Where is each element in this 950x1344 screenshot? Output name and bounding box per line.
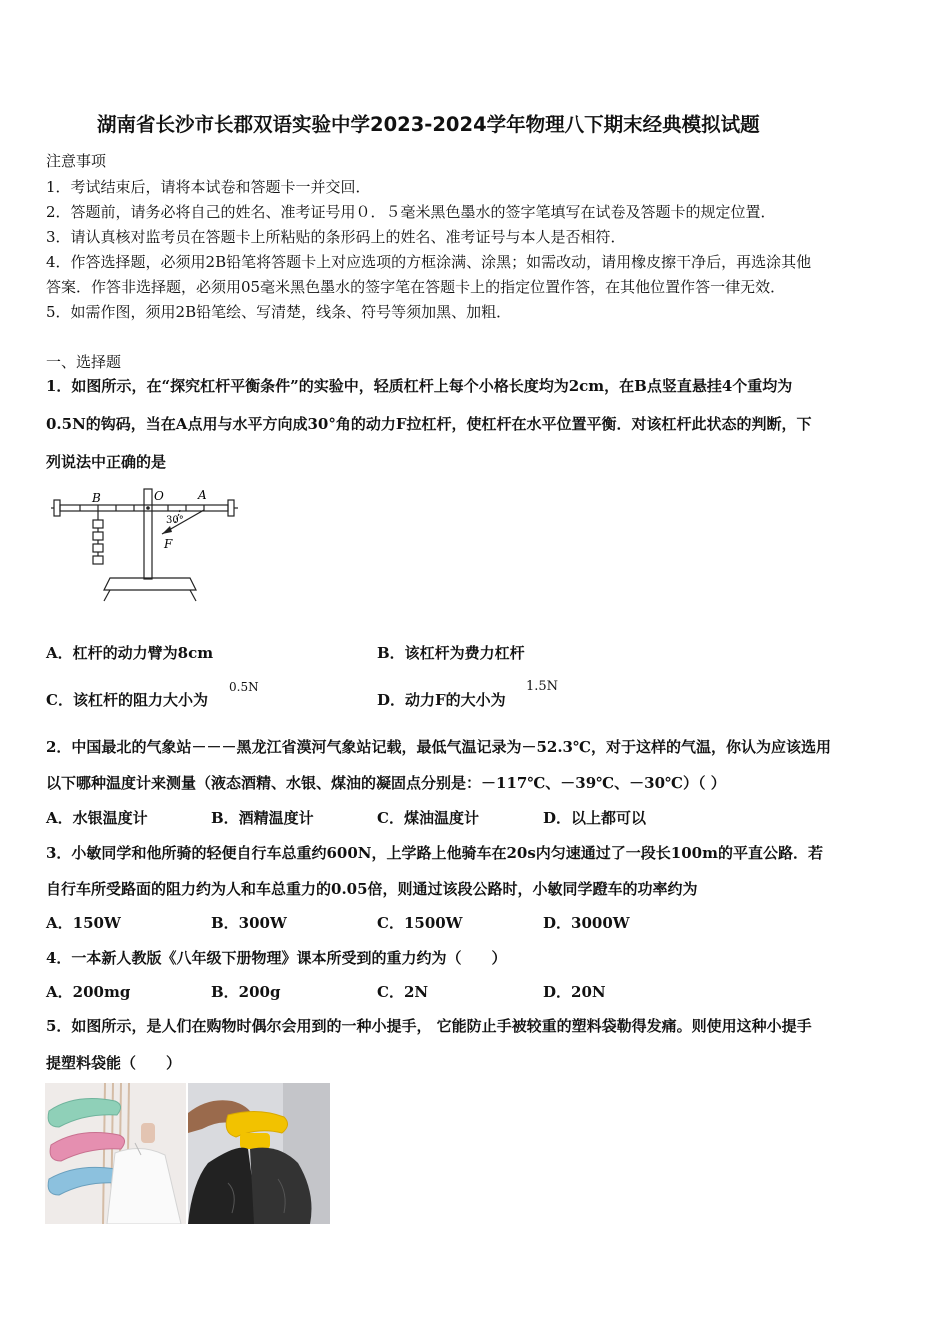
q4-option-a: A．200mg bbox=[46, 983, 131, 1001]
notice-item: 5．如需作图，须用2B铅笔绘、写清楚，线条、符号等须加黑、加粗． bbox=[46, 303, 512, 321]
q4-option-d: D．20N bbox=[543, 983, 606, 1001]
q2-option-d: D．以上都可以 bbox=[543, 809, 647, 827]
question-2-line: 2．中国最北的气象站－－－黑龙江省漠河气象站记载，最低气温记录为－52.3℃，对于这样的气温，你认为应该选用 bbox=[46, 738, 831, 756]
question-2-line: 以下哪种温度计来测量（液态酒精、水银、煤油的凝固点分别是：－117℃、－39℃、－30℃）（ ） bbox=[46, 774, 726, 792]
notice-item: 1．考试结束后，请将本试卷和答题卡一并交回． bbox=[46, 178, 371, 196]
question-3-line: 自行车所受路面的阻力约为人和车总重力的0.05倍，则通过该段公路时，小敏同学蹬车的功率约为 bbox=[46, 880, 698, 898]
notice-item: 2．答题前，请务必将自己的姓名、准考证号用０．５毫米黑色墨水的签字笔填写在试卷及答题卡的规定位置． bbox=[46, 203, 776, 221]
q1-option-b: B．该杠杆为费力杠杆 bbox=[377, 644, 525, 662]
notice-item: 3．请认真核对监考员在答题卡上所粘贴的条形码上的姓名、准考证号与本人是否相符． bbox=[46, 228, 626, 246]
question-1-line: 1．如图所示，在“探究杠杆平衡条件”的实验中，轻质杠杆上每个小格长度均为2cm，在B点竖直悬挂4个重均为 bbox=[46, 377, 793, 395]
q4-option-c: C．2N bbox=[377, 983, 429, 1001]
label-b: B bbox=[92, 491, 101, 505]
question-3-line: 3．小敏同学和他所骑的轻便自行车总重约600N，上学路上他骑车在20s内匀速通过了一段长100m的平直公路．若 bbox=[46, 844, 823, 862]
question-1-line: 0.5N的钩码，当在A点用与水平方向成30°角的动力F拉杠杆，使杠杆在水平位置平衡．对该杠杆此状态的判断，下 bbox=[46, 415, 812, 433]
handle-photo-2 bbox=[188, 1083, 330, 1224]
label-f: F bbox=[164, 537, 173, 551]
q4-option-b: B．200g bbox=[211, 983, 281, 1001]
question-1-line: 列说法中正确的是 bbox=[46, 453, 167, 471]
q1-option-c-value: 0.5N bbox=[229, 680, 259, 694]
question-5-line: 5．如图所示，是人们在购物时偶尔会用到的一种小提手， 它能防止手被较重的塑料袋勒得发痛。则使用这种小提手 bbox=[46, 1017, 812, 1035]
q3-option-b: B．300W bbox=[211, 914, 287, 932]
q3-option-a: A．150W bbox=[46, 914, 121, 932]
q2-option-b: B．酒精温度计 bbox=[211, 809, 314, 827]
page-title: 湖南省长沙市长郡双语实验中学2023-2024学年物理八下期末经典模拟试题 bbox=[97, 113, 760, 136]
notice-item: 4．作答选择题，必须用2B铅笔将答题卡上对应选项的方框涂满、涂黑；如需改动，请用橡皮擦干净后，再选涂其他 bbox=[46, 253, 812, 271]
q1-option-d-value: 1.5N bbox=[526, 679, 559, 694]
lever-diagram bbox=[50, 486, 240, 608]
section-heading: 一、选择题 bbox=[46, 353, 122, 371]
q2-option-a: A．水银温度计 bbox=[46, 809, 148, 827]
notice-heading: 注意事项 bbox=[46, 152, 107, 170]
label-angle: 30° bbox=[166, 515, 184, 526]
question-4-line: 4．一本新人教版《八年级下册物理》课本所受到的重力约为（ ） bbox=[46, 949, 507, 967]
q3-option-d: D．3000W bbox=[543, 914, 630, 932]
handle-photo-1 bbox=[45, 1083, 186, 1224]
q2-option-c: C．煤油温度计 bbox=[377, 809, 479, 827]
question-5-line: 提塑料袋能（ ） bbox=[46, 1054, 182, 1072]
label-a: A bbox=[198, 488, 207, 502]
q3-option-c: C．1500W bbox=[377, 914, 463, 932]
notice-item: 答案．作答非选择题，必须用05毫米黑色墨水的签字笔在答题卡上的指定位置作答，在其他位置作答一律无效． bbox=[46, 278, 786, 296]
label-o: O bbox=[154, 489, 164, 503]
q1-option-c: C．该杠杆的阻力大小为 bbox=[46, 691, 208, 709]
q1-option-d: D．动力F的大小为 bbox=[377, 691, 506, 709]
q1-option-a: A．杠杆的动力臂为8cm bbox=[46, 644, 214, 662]
